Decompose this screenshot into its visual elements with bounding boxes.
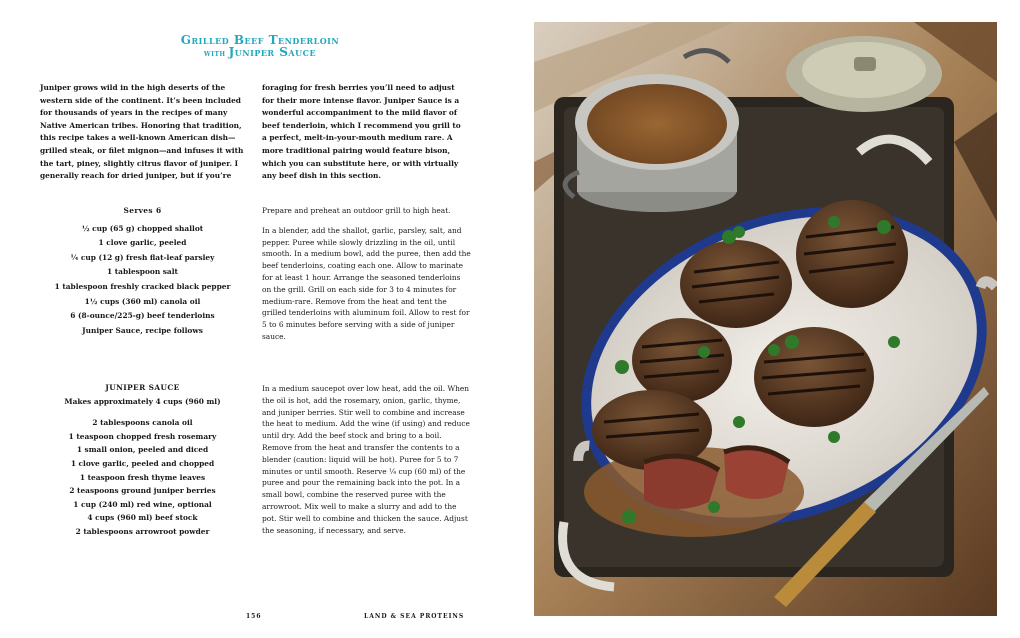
- method-paragraph: Prepare and preheat an outdoor grill to high heat.: [262, 206, 451, 215]
- steak: [680, 240, 792, 328]
- ingredient-item: Juniper Sauce, recipe follows: [82, 325, 203, 335]
- intro-text-column-2: foraging for fresh berries you’ll need to adjust for their more intense flavor. Juniper Sauce is a wonderful accompaniment to the mild flavor of beef tenderloin, which I recommend you grill to a perfect, melt-in-your-mouth medium rare. A more traditional pairing would feature bison, which you can substitute here, or with virtually any beef dish in this section.: [262, 83, 461, 181]
- ingredient-item: 1 tablespoon salt: [107, 267, 178, 277]
- sauce-yield: Makes approximately 4 cups (960 ml): [64, 396, 221, 406]
- sauce-ingredients-list: [40, 381, 245, 539]
- main-method: [262, 205, 472, 351]
- method-paragraph: In a medium saucepot over low heat, add the oil. When the oil is hot, add the rosemary, onion, garlic, thyme, and juniper berries. Stir well to combine and increase the heat to medium. Add the wine (if using) and reduce until dry. Add the beef stock and bring to a boil. Remove from the heat and transfer the contents to a blender (caution: liquid will be hot). Puree for 5 to 7 minutes or until smooth. Reserve ¼ cup (60 ml) of the puree and pour the remaining back into the pot. In a small bowl, combine the reserved puree with the arrowroot. Mix well to make a slurry and add to the pot. Stir well to combine and thicken the sauce. Adjust the seasoning, if necessary, and serve.: [262, 384, 470, 535]
- method-paragraph: In a blender, add the shallot, garlic, parsley, salt, and pepper. Puree while slowly drizzling in the oil, until smooth. In a medium bowl, add the puree, then add the beef tenderloins, coating each one. Allow to marinate for at least 1 hour. Arrange the seasoned tenderloins on the grill. Grill on each side for 3 to 4 minutes for medium-rare. Remove from the heat and tent the grilled tenderloins with aluminum foil. Allow to rest for 5 to 6 minutes before serving with a side of juniper sauce.: [262, 225, 471, 341]
- food-photo: [534, 22, 997, 616]
- ingredient-item: 4 cups (960 ml) beef stock: [87, 513, 198, 523]
- ingredient-item: 2 tablespoons arrowroot powder: [75, 526, 210, 536]
- ingredient-item: 6 (8-ounce/225-g) beef tenderloins: [70, 311, 215, 321]
- intro-text-column-1: Juniper grows wild in the high deserts of the western side of the continent. It’s been included for thousands of years in the recipes of many Native American tribes. Honoring that tradition, this recipe takes a well-known American dish—grilled steak, or filet mignon—and infuses it with the tart, piney, slightly citrus flavor of juniper. I generally reach for dried juniper, but if you’re: [40, 83, 244, 181]
- section-title: LAND & SEA PROTEINS: [364, 613, 465, 620]
- ingredient-item: 1 clove garlic, peeled: [98, 238, 187, 248]
- ingredient-item: ¼ cup (12 g) fresh flat-leaf parsley: [70, 252, 215, 262]
- ingredient-item: ½ cup (65 g) chopped shallot: [81, 223, 204, 233]
- title-sauce-name: Juniper Sauce: [228, 45, 317, 59]
- ingredient-item: 1½ cups (360 ml) canola oil: [84, 296, 201, 306]
- ingredient-item: 1 tablespoon freshly cracked black pepper: [54, 281, 231, 291]
- serves-label: Serves 6: [123, 206, 162, 215]
- ingredient-item: 1 cup (240 ml) red wine, optional: [73, 499, 212, 509]
- sauce-method: [262, 383, 472, 544]
- ingredient-item: 2 teaspoons ground juniper berries: [69, 486, 216, 496]
- sauce-title: JUNIPER SAUCE: [105, 383, 180, 392]
- steak-platter-illustration: [534, 22, 997, 616]
- juniper-sauce: [587, 84, 727, 164]
- title-with-word: with: [203, 48, 226, 58]
- recipe-title-line2: [120, 45, 400, 59]
- ingredient-item: 1 teaspoon chopped fresh rosemary: [68, 431, 217, 441]
- steak: [632, 318, 732, 402]
- page-number: 156: [246, 613, 262, 620]
- steak: [754, 327, 874, 427]
- ingredient-item: 1 small onion, peeled and diced: [76, 445, 209, 455]
- ingredient-item: 1 clove garlic, peeled and chopped: [70, 458, 215, 468]
- steak: [796, 200, 908, 308]
- ingredient-item: 1 teaspoon fresh thyme leaves: [79, 472, 206, 482]
- main-ingredients-list: [40, 204, 245, 338]
- ingredient-item: 2 tablespoons canola oil: [92, 418, 193, 428]
- recipe-title-line1: Grilled Beef Tenderloin: [180, 33, 340, 47]
